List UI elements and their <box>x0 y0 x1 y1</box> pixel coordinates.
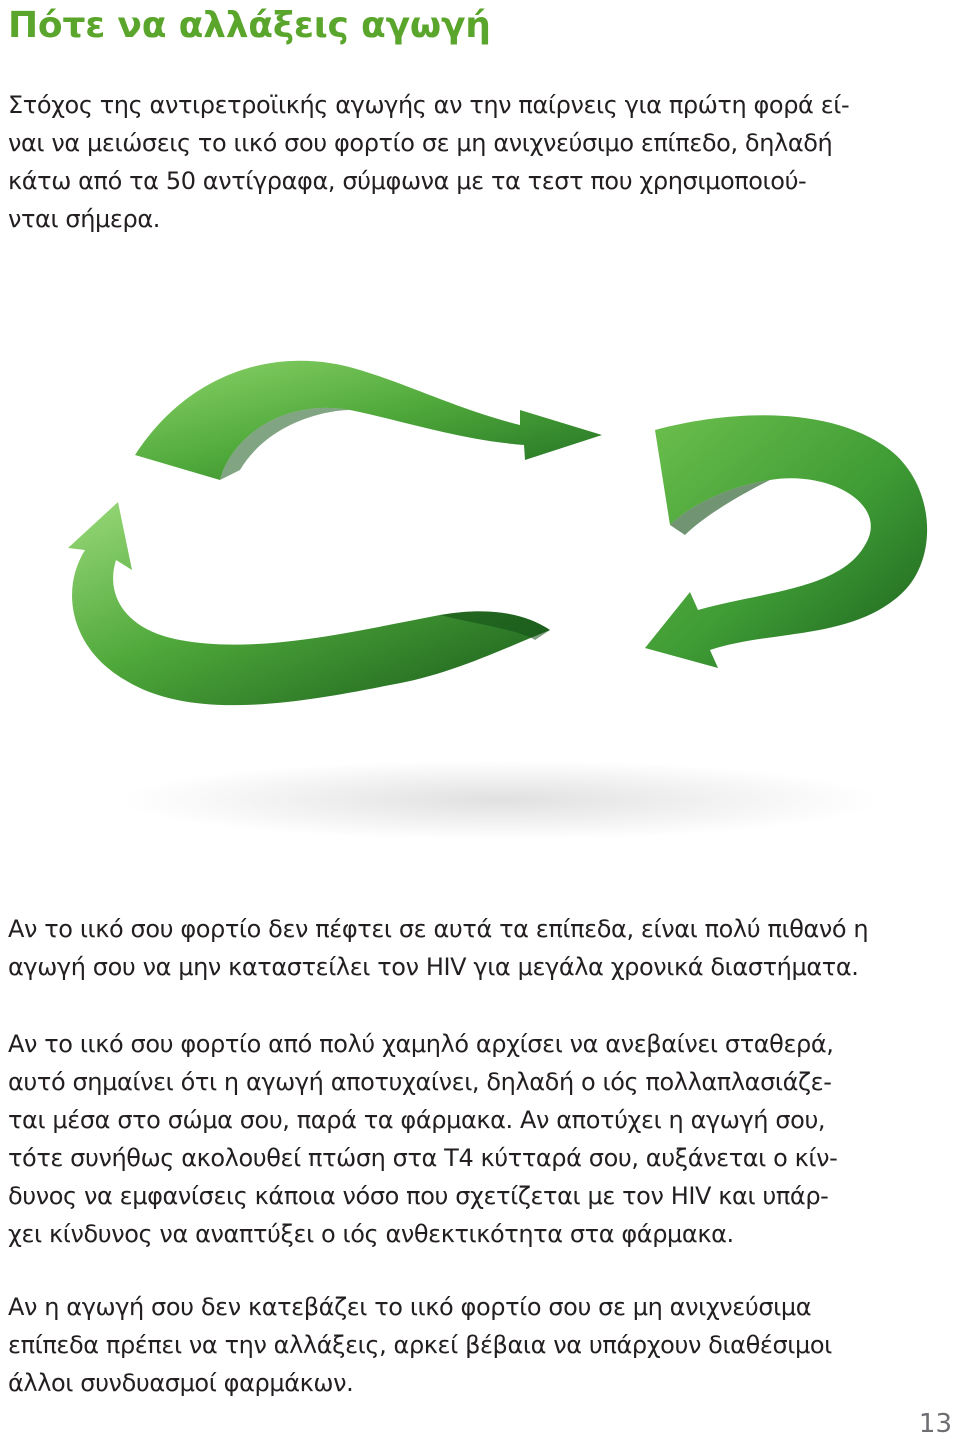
left-arrow <box>68 502 550 705</box>
right-arrow <box>645 415 927 668</box>
text-line: ναι να μειώσεις το ιικό σου φορτίο σε μη ανιχνεύσιμο επίπεδο, δηλαδή <box>8 129 833 157</box>
paragraph-viral-load <box>8 910 940 986</box>
top-arrow <box>135 361 602 480</box>
text-line: αγωγή σου να μην καταστείλει τον HIV για μεγάλα χρονικά διαστήματα. <box>8 953 859 981</box>
paragraph-goal <box>8 86 940 238</box>
text-line: νται σήμερα. <box>8 205 160 233</box>
paragraph-change-treatment <box>8 1288 940 1402</box>
text-line: επίπεδα πρέπει να την αλλάξεις, αρκεί βέβαια να υπάρχουν διαθέσιμοι <box>8 1331 832 1359</box>
text-line: άλλοι συνδυασμοί φαρμάκων. <box>8 1369 354 1397</box>
text-line: αυτό σημαίνει ότι η αγωγή αποτυχαίνει, δηλαδή ο ιός πολλαπλασιάζε- <box>8 1068 832 1096</box>
text-line: Αν το ιικό σου φορτίο δεν πέφτει σε αυτά τα επίπεδα, είναι πολύ πιθανό η <box>8 915 869 943</box>
text-line: Αν η αγωγή σου δεν κατεβάζει το ιικό φορτίο σου σε μη ανιχνεύσιμα <box>8 1293 812 1321</box>
text-line: τότε συνήθως ακολουθεί πτώση στα T4 κύτταρά σου, αυξάνεται ο κίν- <box>8 1144 838 1172</box>
page-title: Πότε να αλλάξεις αγωγή <box>8 5 491 46</box>
text-line: ται μέσα στο σώμα σου, παρά τα φάρμακα. Αν αποτύχει η αγωγή σου, <box>8 1106 826 1134</box>
text-line: Αν το ιικό σου φορτίο από πολύ χαμηλό αρχίσει να ανεβαίνει σταθερά, <box>8 1030 834 1058</box>
recycle-arrows-icon <box>30 330 940 850</box>
page-number: 13 <box>918 1409 952 1439</box>
shadow <box>120 760 880 840</box>
text-line: Στόχος της αντιρετροϊικής αγωγής αν την παίρνεις για πρώτη φορά εί- <box>8 91 850 119</box>
text-line: δυνος να εμφανίσεις κάποια νόσο που σχετίζεται με τον HIV και υπάρ- <box>8 1182 829 1210</box>
paragraph-treatment-failure <box>8 1025 940 1253</box>
text-line: χει κίνδυνος να αναπτύξει ο ιός ανθεκτικότητα στα φάρμακα. <box>8 1220 734 1248</box>
text-line: κάτω από τα 50 αντίγραφα, σύμφωνα με τα τεστ που χρησιμοποιού- <box>8 167 807 195</box>
